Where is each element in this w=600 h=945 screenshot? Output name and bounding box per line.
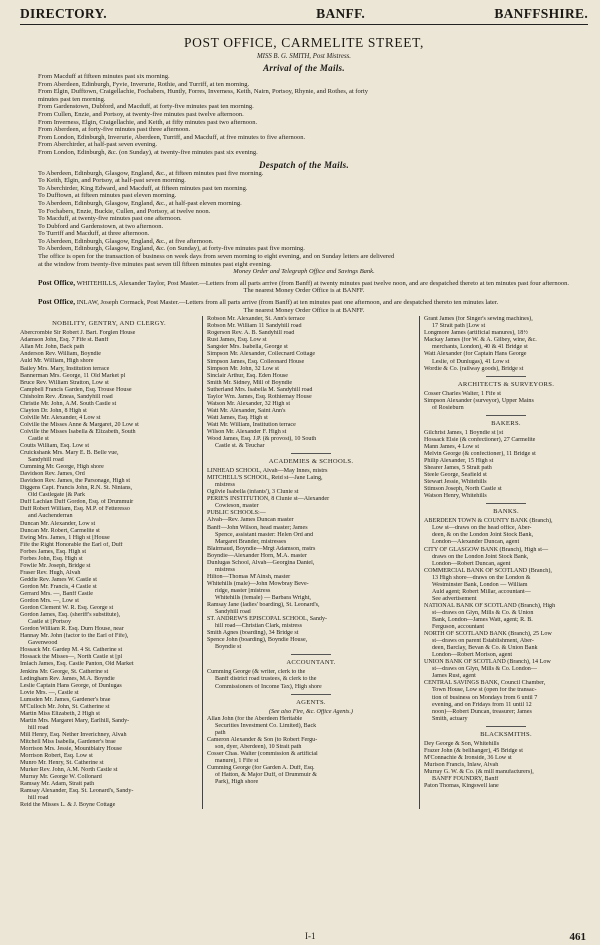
inlaw-text: INLAW, Joseph Cormack, Post Master.—Letters from all parts arrive (from Banff) at ten minutes past one afternoon, and are despatched thereto ten minutes later. [76,299,499,307]
academies-list [207,468,415,651]
directory-entry: Cosser Charles Walter, 1 Fife st [424,390,502,397]
directory-entry: Gordon James, Esq. (sheriff's substitute), [20,612,120,619]
directory-entry: Fife the Right Honorable the Earl of, Duff [20,541,123,548]
directory-entry: Park), High shore [215,779,259,786]
directory-entry: Watt James, Esq. High st [207,414,268,421]
directory-entry: Securities Investment Co. Limited), Back [215,722,317,729]
directory-entry: Imlach James, Esq. Castle Panton, Old Market [20,661,134,668]
despatch-line: To Keith, Elgin, and Portsoy, at half-past seven morning. [38,177,186,185]
directory-entry: Lovie Mrs. —, Castle st [20,689,79,696]
directory-entry: ridge, master [mistress [215,587,271,594]
directory-entry: Fraser Rev. Hugh, Alvah [20,569,81,576]
directory-entry: Cumming George (& writer, clerk to the [207,669,306,676]
accountant-heading: ACCOUNTANT. [286,659,336,667]
directory-entry: Chisholm Rev. Æneas, Sandyhill road [20,393,113,400]
directory-entry: Alvah—Rev. James Duncan master [207,517,294,524]
arrival-line: From Cullen, Enzie, and Portsoy, at twenty-five minutes past twelve afternoon. [38,110,244,118]
directory-entry: Hossack Mr. Gardep M. 4 St. Catherine st [20,647,123,654]
directory-entry: London—Alexander Duncan, agent [432,539,520,546]
directory-entry: Ogilvie Isabella (infants'), 3 Clunie st [207,489,299,496]
arrival-line: From Aberchirder, at half-past seven evening. [38,141,158,149]
whitehills-post-office [20,279,588,288]
directory-entry: Murray Mr. George W. Collonard [20,774,102,781]
directory-entry: Duff Robert William, Esq. M.P. of Fetteresso [20,506,130,513]
directory-entry: Mann James, 4 Low st [424,443,480,450]
directory-entry: PERIE'S INSTITUTION, 8 Clunie st—Alexander [207,496,330,503]
banks-list [424,518,588,722]
arrival-heading: Arrival of the Mails. [263,63,345,73]
directory-entry: Ramsay Alexander, Esq. St. Leonard's, Sandy- [20,788,134,795]
nobility-list [20,330,198,809]
arrival-line: From London, Edinburgh, &c. (on Sunday), at twenty-five minutes past six evening. [38,148,258,156]
directory-entry: Mill Henry, Esq. Nether Inverichney, Alvah [20,731,127,738]
nobility-heading: NOBILITY, GENTRY, AND CLERGY. [52,320,166,328]
blacksmiths-list [424,741,588,790]
directory-entry: Leslie, of Dunlugas), 41 Low st [432,358,510,365]
directory-entry: Forbes James, Esq. High st [20,548,87,555]
arrival-line: From London, Edinburgh, Inverurie, Aberdeen, Turriff, and Macduff, at five minutes to five afternoon. [38,133,306,141]
directory-entry: Murray G. W. & Co. (& mill manufacturers), [424,768,534,775]
directory-entry: st—draws on Glyn, Mills & Co. & Union [432,609,534,616]
directory-entry: st—draws on Glyn, Mills & Co. London— [432,666,537,673]
directory-entry: Cruickshank Mrs. Mary E. B. Belle vue, [20,450,119,457]
directory-entry: son, dyer, Aberdeen), 10 Strait path [215,743,302,750]
directory-entry: Gordon Mrs. —, Low st [20,598,79,605]
directory-entry: Gilchrist James, 1 Boyndie st [st [424,429,504,436]
directory-entry: NORTH OF SCOTLAND BANK (Branch), 25 Low [424,631,552,638]
directory-entry: Philip Alexander, 15 High st [424,458,494,465]
directory-entry: Cowieson, master [215,503,259,510]
directory-entry: Martin Mrs. Margaret Mary, Earlhill, Sandy- [20,717,130,724]
directory-entry: Duff Lachlan Duff Gordon, Esq. of Drummuir [20,499,134,506]
divider [291,453,331,454]
directory-entry: Cumming Mr. George, High shore [20,464,104,471]
post-mistress: MISS B. G. SMITH, Post Mistress. [257,53,351,60]
directory-entry: CITY OF GLASGOW BANK (Branch), High st— [424,546,549,553]
directory-entry: Sandyhill road [28,457,64,464]
directory-entry: manure), 1 Fife st [215,757,259,764]
directory-entry: Old Castlegate [& Park [28,492,86,499]
directory-entry: Gordon William R. Esq. Durn House, near [20,626,124,633]
directory-entry: Frazer John (& bellhanger), 45 Bridge st [424,747,523,754]
directory-entry: LINHEAD SCHOOL, Alvah—May Innes, mistrs [207,468,328,475]
whitehills-label: Post Office, [38,277,76,287]
directory-entry: Steele George, Seafield st [424,472,487,479]
directory-entry: Westminster Bank, London — William [432,581,528,588]
directory-entry: Wilson Mr. Alexander F. High st [207,428,287,435]
arrival-line: From Gardenstown, Dubford, and Macduff, at forty-five minutes past ten morning. [38,103,254,111]
directory-entry: mistress [215,482,235,489]
directory-entry: Simpson Mr. John, 32 Low st [207,365,279,372]
directory-entry: deen, & on the London Joint Stock Bank, [432,532,534,539]
directory-entry: Town House, Low st (open for the transac- [432,687,537,694]
directory-entry: Davidson Rev. James, Ord [20,471,85,478]
directory-entry: Stewart Jessie, Whitehills [424,479,487,486]
directory-entry: BANFF FOUNDRY, Banff [432,775,499,782]
directory-entry: hill road—Christian Clark, mistress [215,623,302,630]
directory-entry: Auld Mr. William, High shore [20,358,94,365]
despatch-line: To Aberdeen, Edinburgh, Glasgow, England, &c., at five afternoon. [38,237,214,245]
divider [486,376,526,377]
directory-entry: Watson Henry, Whitehills [424,493,487,500]
directory-entry: Murker Rev. John, A.M. North Castle st [20,767,118,774]
directory-entry: Duncan Mr. Robert, Carmelite st [20,527,100,534]
signature-mark: I-1 [305,931,316,941]
despatch-line: The office is open for the transaction of business on week days from seven morning to eight evening, and on Sunday letters are delivered [38,253,395,261]
directory-entry: Abercrombie Sir Robert J. Bart. Forglen House [20,330,136,337]
arrival-line: From Elgin, Dufftown, Craigellachie, Fochabers, Huntly, Forres, Inverness, Keith, Nairn, Portsoy, Rhynie, and Rothes, at forty [38,88,368,96]
directory-entry: Mackay James (for W. & A. Gilbey, wine, &c. [424,337,537,344]
agents-list [207,716,415,786]
running-head-center: BANFF. [316,6,366,21]
column-trades [420,316,588,809]
running-head [20,6,588,25]
directory-entry: Davidson Rev. James, the Parsonage, High st [20,478,131,485]
directory-entry: st—draws on parent Establishment, Aber- [432,638,534,645]
arrival-line: From Macduff at fifteen minutes past six morning. [38,73,170,80]
directory-entry: PUBLIC SCHOOLS:— [207,510,266,517]
divider [486,503,526,504]
directory-entry: Gordon Clement W. R. Esq. George st [20,605,114,612]
directory-entry: Cameron Alexander & Son (to Robert Fergu- [207,736,318,743]
directory-entry: Murison Francis, Inlaw, Alvah [424,761,499,768]
directory-entry: Ramsay Mr. Adam, Strait path [20,781,95,788]
directory-entry: Jenkins Mr. George, St. Catherine st [20,668,109,675]
directory-entry: Robson Mr. William 11 Sandyhill road [207,323,302,330]
directory-entry: Reid the Misses L. & J. Boyne Cottage [20,802,116,809]
directory-entry: of Rosieburn [432,404,464,411]
despatch-line: To Aberdeen, Edinburgh, Glasgow, England, &c., at half-past eleven morning. [38,199,242,207]
directory-entry: Banff district road trustees, & clerk to the [215,676,317,683]
academies-heading: ACADEMIES & SCHOOLS. [268,458,354,466]
accountant-list [207,669,415,690]
despatch-line: To Dubford and Gardenstown, at two afternoon. [38,222,164,230]
arrival-line: From Aberdeen, at forty-five minutes past three afternoon. [38,126,191,134]
directory-entry: Whitehills (male)—John Mowbray Beve- [207,580,309,587]
arrival-line: minutes past ten morning. [38,95,106,103]
directory-entry: hill road [28,724,49,731]
directory-entry: Bannerman Mrs. George, 11 Old Market pl [20,372,126,379]
directory-entry: Hannay Mr. John (factor to the Earl of Fife), [20,633,129,640]
directory-entry: Dey George & Son, Whitehills [424,740,500,747]
divider [291,654,331,655]
directory-entry: Robson Mr. Alexander, St. Ann's terrace [207,316,305,323]
directory-entry: Morrison Mrs. Jessie, Mountblairy House [20,746,122,753]
directory-entry: Allan John (for the Aberdeen Heritable [207,715,303,722]
directory-entry: tion of business on Mondays from 6 until 7 [432,694,538,701]
directory-entry: deen, Barclay, Bevan & Co. & Union Bank [432,645,538,652]
agents-heading: AGENTS. [296,698,326,706]
directory-entry: Castle st [28,435,49,442]
directory-entry: Mitchell Miss Isabella, Gardener's brae [20,738,116,745]
directory-entry: Geddie Rev. James W. Castle st [20,576,97,583]
directory-entry: Fowlie Mr. Joseph, Bridge st [20,562,91,569]
directory-entry: M'Culloch Mr. John, St. Catherine st [20,703,110,710]
directory-entry: Gavenwood [28,640,58,647]
directory-entry: draws on the London Joint Stock Bank, [432,553,529,560]
page-number: 461 [569,931,586,943]
directory-entry: hill road [28,795,49,802]
directory-entry: Ramsay Jane (ladies' boarding), St. Leonard's, [207,602,320,609]
directory-entry: of Hatton, & Major Duff, of Drummuir & [215,772,317,779]
directory-entry: M'Connachie & Ironside, 36 Low st [424,754,512,761]
directory-entry: Adamson John, Esq. 7 Fife st. Banff [20,337,109,344]
directory-entry: Castle st. & Teuchar [215,443,265,450]
money-order-note: Money Order and Telegraph Office and Savings Bank. [233,268,375,276]
directory-entry: Simpson Mr. Alexander, Collecnard Cottage [207,351,316,358]
directory-entry: Bruce Rev. William Stratton, Low st [20,379,109,386]
directory-entry: evening, and on Fridays from 11 until 12 [432,701,532,708]
directory-entry: Bailey Mrs. Mary, Institution terrace [20,365,110,372]
directory-entry: Leslie Captain Hans George, of Dunlugas [20,682,122,689]
directory-entry: James Rust, agent [432,673,476,680]
directory-entry: Blairmaud, Boyndie—Mrgt Adamson, mstrs [207,545,316,552]
directory-entry: Gerrard Mrs. —, Banff Castle [20,591,93,597]
despatch-line: To Macduff, at twenty-five minutes past one afternoon. [38,215,182,223]
directory-entry: Morrison Robert, Esq. Low st [20,753,93,760]
column-middle [203,316,420,809]
architects-heading: ARCHITECTS & SURVEYORS. [457,380,555,388]
directory-entry: Colville the Misses Isabella & Elizabeth, South [20,428,136,435]
arrival-list [20,73,588,157]
directory-entry: Shearer James, 5 Strait path [424,465,492,472]
directory-entry: 17 Strait path [Low st [432,323,486,330]
despatch-heading: Despatch of the Mails. [258,159,350,170]
directory-entry: Campbell Francis Garden, Esq. Trouse House [20,386,132,393]
directory-entry: Whitehills (female) — Barbara Wright, [215,595,311,601]
directory-entry: ABERDEEN TOWN & COUNTY BANK (Branch), [424,518,553,525]
directory-entry: Smith, actuary [432,715,468,722]
directory-columns [20,316,588,809]
directory-entry: Munro Mr. Henry, St. Catherine st [20,760,104,767]
directory-entry: Sangster Mrs. Isabella, George st [207,344,288,351]
inlaw-label: Post Office, [38,297,76,307]
directory-entry: Sinclair Arthur, Esq. Eden House [207,372,288,379]
whitehills-note: The nearest Money Order Office is at BANFF. [243,287,365,295]
directory-entry: Commissioners of Income Tax), High shore [215,683,322,690]
directory-entry: Gordon Mr. Francis, 4 Castle st [20,583,97,590]
directory-entry: Paton Thomas, Kingswell lane [424,783,499,790]
directory-entry: Colville Mr. Alexander, 4 Low st [20,414,101,421]
bakers-heading: BAKERS. [491,419,521,427]
directory-entry: Melvin George (& confectioner), 11 Bridge st [424,450,536,457]
directory-entry: Christie Mr. John, A.M. South Castle st [20,400,117,407]
despatch-line: To Aberdeen, Edinburgh, Glasgow, England, &c., at fifteen minutes past five morning. [38,169,264,177]
directory-entry: Spence, assistant master: Helen Ord and [215,531,314,538]
directory-entry: COMMERCIAL BANK OF SCOTLAND (Branch), [424,567,552,574]
directory-entry: Lumsden Mr. James, Gardener's brae [20,696,111,703]
directory-entry: London—Robert Morison, agent [432,652,513,659]
agents-subheading: (See also Fire, &c. Office Agents.) [269,708,353,715]
directory-entry: MITCHELL'S SCHOOL, Reid st—Jane Laing, [207,475,323,482]
despatch-line: To Aberdeen, Edinburgh, Glasgow, England, &c. (on Sunday), at forty-five minutes past five morning. [38,245,305,253]
directory-entry: CENTRAL SAVINGS BANK, Council Chamber, [424,680,546,687]
banks-heading: BANKS. [493,508,519,516]
directory-entry: merchants, London), 40 & 41 Bridge st [432,344,528,351]
directory-entry: Hossack Elsie (& confectioner), 27 Carmelite [424,436,536,443]
directory-entry: Watson Mr. Alexander, 32 High st [207,400,291,407]
directory-entry: Martin Miss Elizabeth, 2 High st [20,710,100,717]
directory-entry: Duncan Mr. Alexander, Low st [20,520,96,527]
inlaw-note: The nearest Money Order Office is at BANFF. [243,306,365,314]
directory-entry: Margaret Brander, mistresses [215,538,287,545]
directory-entry: Clayton Dr. John, 8 High st [20,407,87,414]
blacksmiths-heading: BLACKSMITHS. [480,730,532,738]
directory-entry: Boyndie st [215,644,242,651]
despatch-line: To Aberchirder, King Edward, and Macduff, at fifteen minutes past ten morning. [38,184,248,192]
directory-entry: mistress [215,566,235,573]
directory-entry: Cumming George (for Garden A. Duff, Esq. [207,764,315,771]
directory-entry: noon)—Robert Duncan, treasurer; James [432,708,532,715]
directory-entry: ST. ANDREW'S EPISCOPAL SCHOOL, Sandy- [207,616,328,623]
directory-entry: path [215,729,226,736]
directory-entry: Boyndie—Alexander Horn, M.A. master [207,552,307,559]
directory-entry: Hilton—Thomas M'Ainsh, master [207,573,291,580]
agents-continued-list [424,316,588,372]
directory-entry: Wood James, Esq. J.P. (& provost), 10 South [207,436,317,443]
directory-entry: Wordie & Co. (railway goods), Bridge st [424,365,524,372]
directory-entry: Hossack the Misses—, North Castle st [pl [20,654,123,661]
despatch-list [20,170,588,269]
directory-entry: Allan Mr. John, Back path [20,344,85,351]
despatch-line: at the window from twenty-five minutes past seven till fifteen minutes past eight evening. [38,260,272,268]
directory-entry: Spence John (boarding), Boyndie House, [207,637,308,644]
directory-entry: Watt Mr. Alexander, Saint Ann's [207,407,286,414]
directory-entry: Rust James, Esq. Low st [207,337,267,344]
gentry-continued-list [207,316,415,450]
directory-entry: Castle st [Portsoy [28,619,71,626]
directory-entry: Simpson Alexander (surveyor), Upper Mains [424,397,534,404]
directory-entry: Coutts William, Esq. Low st [20,443,90,450]
bakers-list [424,430,588,500]
directory-entry: and Auchenderran [28,513,73,520]
despatch-line: To Fochabers, Enzie, Buckie, Cullen, and Portsoy, at twelve noon. [38,207,211,215]
directory-entry: Ledingham Rev. James, M.A. Boyndie [20,675,115,682]
directory-entry: Dunlugas School, Alvah—Georgina Daniel, [207,559,315,566]
directory-entry: Longmore James (artificial manures), 18½ [424,330,528,337]
directory-entry: Bank, London—James Watt, agent; R. B. [432,617,533,623]
directory-entry: Grant James (for Singer's sewing machines), [424,316,533,323]
directory-entry: UNION BANK OF SCOTLAND (Branch), 14 Low [424,659,551,666]
running-head-right: BANFFSHIRE. [494,6,588,21]
directory-entry: Smith Mr. Sidney, Mill of Boyndie [207,379,293,386]
column-nobility [20,316,203,809]
divider [486,726,526,727]
directory-entry: Ewing Mrs. James, 1 High st [House [20,534,110,541]
directory-entry: Forbes John, Esq. High st [20,555,83,562]
divider [291,694,331,695]
arrival-line: From Inverness, Elgin, Craigellachie, and Keith, at fifty minutes past two afternoon. [38,118,258,126]
arrival-line: From Aberdeen, Edinburgh, Fyvie, Inverurie, Rothie, and Turriff, at ten morning. [38,80,250,88]
despatch-line: To Turriff and Macduff, at three afternoon. [38,230,150,238]
directory-entry: Sandyhill road [215,609,251,616]
despatch-line: To Dufftown, at fifteen minutes past eleven morning. [38,192,177,200]
divider [486,415,526,416]
directory-entry: Smith Agnes (boarding), 34 Bridge st [207,630,299,637]
directory-entry: NATIONAL BANK OF SCOTLAND (Branch), High [424,602,556,609]
directory-entry: London—Robert Duncan, agent [432,560,511,567]
directory-entry: Cosser Chas. Walter (commission & artificial [207,750,318,757]
directory-entry: 13 High shore—draws on the London & [432,574,531,581]
directory-entry: Anderson Rev. William, Boyndie [20,351,101,358]
directory-entry: Low st—draws on the head office, Aber- [432,525,532,532]
directory-entry: Taylor Wm. James, Esq. Rothiemay House [207,393,312,400]
running-head-left: DIRECTORY. [20,6,107,21]
directory-entry: Colville the Misses Anne & Margaret, 20 Low st [20,421,139,428]
directory-entry: Auld agent; Robert Millar, accountant— [432,588,531,595]
directory-entry: Sutherland Mrs. Isabella M. Sandyhill road [207,386,313,393]
directory-entry: Stimson Joseph, North Castle st [424,486,502,493]
directory-entry: Watt Mr. William, Institution terrace [207,421,296,428]
directory-entry: Watt Alexander (for Captain Hans George [424,351,527,358]
post-office-title: POST OFFICE, CARMELITE STREET, [184,35,424,50]
directory-entry: Diggens Capt. Francis John, R.N. St. Ninians, [20,485,133,492]
architects-list [424,391,588,412]
whitehills-text: WHITEHILLS, Alexander Taylor, Post Master.—Letters from all parts arrive (from Banff) at twenty minutes past twelve noon, and are despatched thereto at ten minutes past four afternoon. [76,279,569,287]
directory-entry: Ferguson, accountant [432,624,485,631]
directory-entry: Simpson James, Esq. Colleonard House [207,358,305,365]
directory-entry: See advertisement [432,595,477,602]
directory-entry: Banff—John Wilson, head master; James [207,524,308,531]
inlaw-post-office [20,298,588,307]
directory-entry: Rogerson Rev. A. B. Sandyhill road [207,330,295,337]
